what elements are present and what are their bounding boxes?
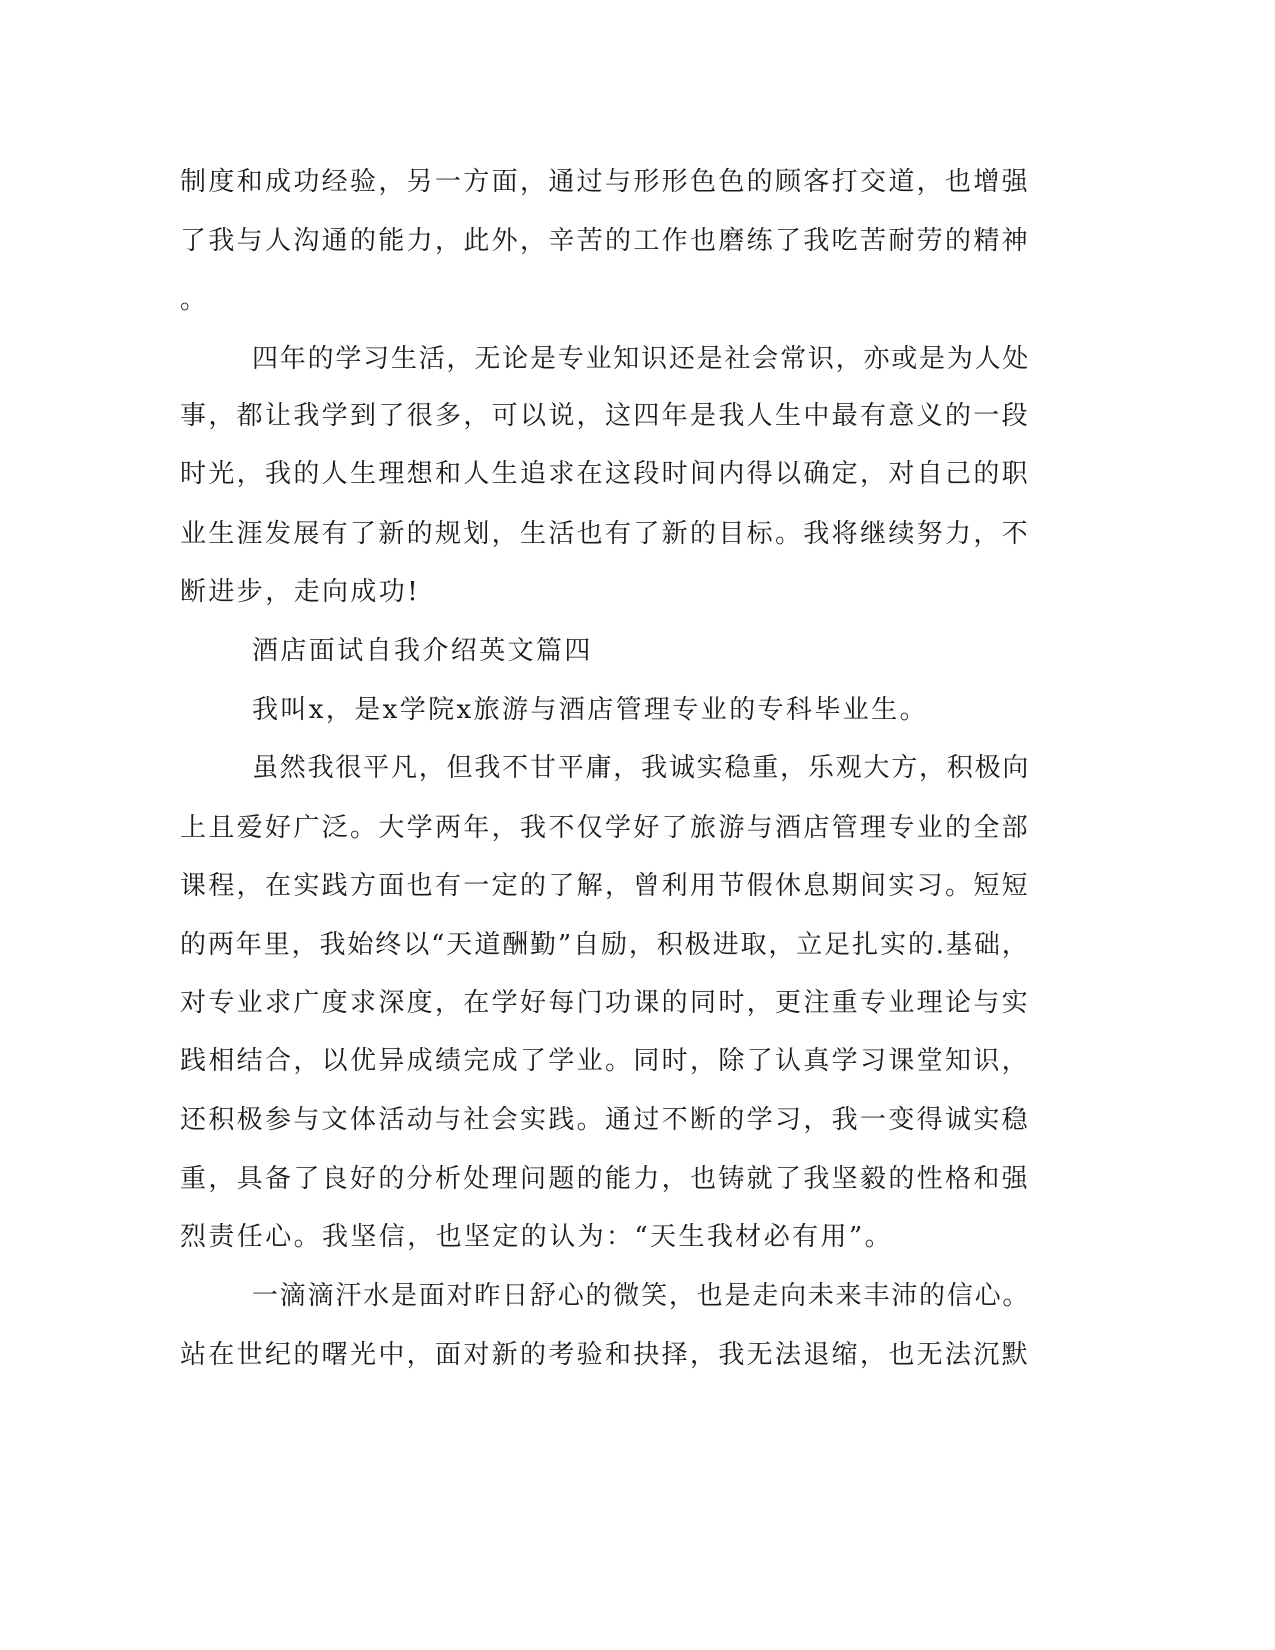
text-line: 一滴滴汗水是面对昨日舒心的微笑，也是走向未来丰沛的信心。 bbox=[252, 1281, 1031, 1311]
text-line: 了我与人沟通的能力，此外，辛苦的工作也磨练了我吃苦耐劳的精神 bbox=[180, 226, 1031, 256]
text-line: 践相结合，以优异成绩完成了学业。同时，除了认真学习课堂知识， bbox=[180, 1046, 1031, 1076]
text-line: 课程，在实践方面也有一定的了解，曾利用节假休息期间实习。短短 bbox=[180, 871, 1031, 901]
text-line: 事，都让我学到了很多，可以说，这四年是我人生中最有意义的一段 bbox=[180, 401, 1031, 431]
text-line: 业生涯发展有了新的规划，生活也有了新的目标。我将继续努力，不 bbox=[180, 519, 1031, 549]
section-heading: 酒店面试自我介绍英文篇四 bbox=[252, 636, 593, 666]
text-line: 我叫x，是x学院x旅游与酒店管理专业的专科毕业生。 bbox=[252, 695, 928, 725]
text-line: 站在世纪的曙光中，面对新的考验和抉择，我无法退缩，也无法沉默 bbox=[180, 1340, 1031, 1370]
text-line: 烈责任心。我坚信，也坚定的认为：“天生我材必有用”。 bbox=[180, 1222, 893, 1252]
text-line: 断进步，走向成功! bbox=[180, 577, 421, 607]
text-line: 重，具备了良好的分析处理问题的能力，也铸就了我坚毅的性格和强 bbox=[180, 1164, 1031, 1194]
text-line: 四年的学习生活，无论是专业知识还是社会常识，亦或是为人处 bbox=[252, 344, 1031, 374]
text-line: 的两年里，我始终以“天道酬勤”自励，积极进取，立足扎实的.基础， bbox=[180, 930, 1030, 960]
text-line: 。 bbox=[180, 285, 209, 315]
text-line: 制度和成功经验，另一方面，通过与形形色色的顾客打交道，也增强 bbox=[180, 167, 1031, 197]
text-line: 时光，我的人生理想和人生追求在这段时间内得以确定，对自己的职 bbox=[180, 459, 1031, 489]
text-line: 上且爱好广泛。大学两年，我不仅学好了旅游与酒店管理专业的全部 bbox=[180, 813, 1031, 843]
text-line: 对专业求广度求深度，在学好每门功课的同时，更注重专业理论与实 bbox=[180, 988, 1031, 1018]
text-line: 还积极参与文体活动与社会实践。通过不断的学习，我一变得诚实稳 bbox=[180, 1105, 1031, 1135]
text-line: 虽然我很平凡，但我不甘平庸，我诚实稳重，乐观大方，积极向 bbox=[252, 753, 1031, 783]
